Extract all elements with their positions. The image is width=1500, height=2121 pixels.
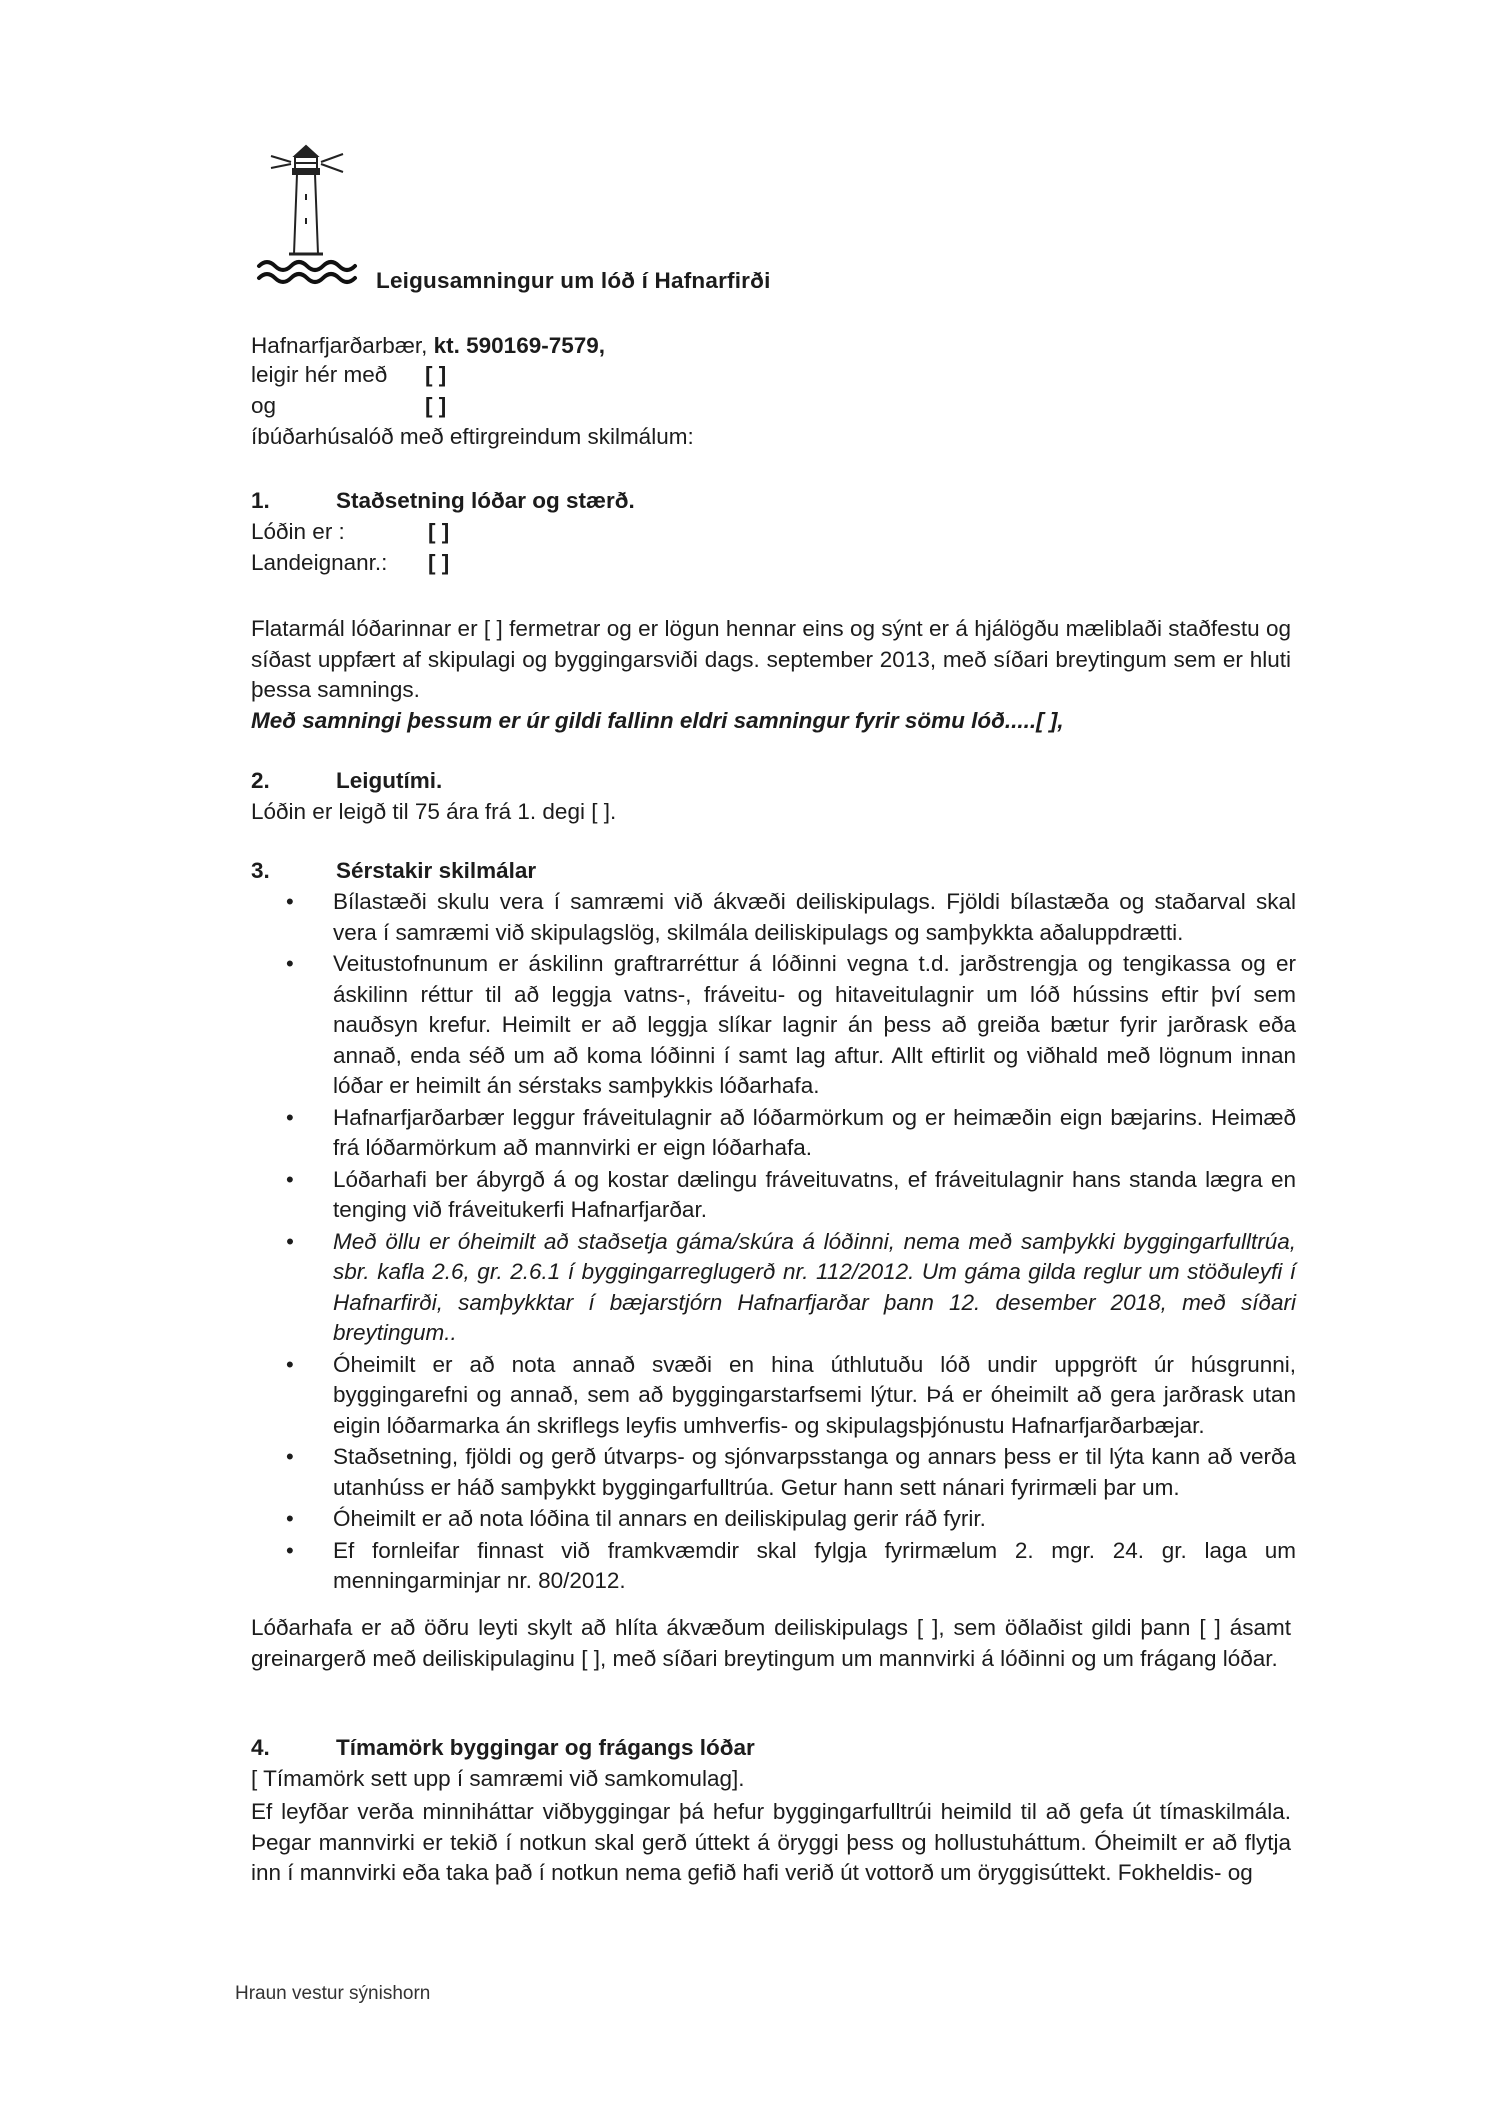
bullet-icon: • <box>286 1351 294 1377</box>
section-3-number: 3. <box>251 858 270 883</box>
landeign-value: [ ] <box>428 550 450 575</box>
lessee-label: leigir hér með <box>251 362 388 387</box>
section-1-number: 1. <box>251 488 270 513</box>
lease-term-text: Lóðin er leigð til 75 ára frá 1. degi [ ]. <box>251 799 617 824</box>
bullet-icon: • <box>286 1537 294 1563</box>
and-label: og <box>251 393 277 418</box>
lot-value: [ ] <box>428 519 450 544</box>
section-1-title: Staðsetning lóðar og stærð. <box>336 488 635 513</box>
bullet-icon: • <box>286 1166 294 1192</box>
landeign-label: Landeignanr.: <box>251 550 388 575</box>
bullet-icon: • <box>286 1506 294 1531</box>
list-item: • Veitustofnunum er áskilinn graftrarréttur á lóðinni vegna t.d. jarðstrengja og tengikassa og er áskilinn réttur til að leggja vatns-, fráveitu- og hitaveitulagnir um lóð hússins eftir því sem nauðsyn krefur. Heimilt er að leggja slíkar lagnir án þess að greiða bætur fyrir jarðrask eða annað, enda séð um að koma lóðinni í samt lag aftur. Allt eftirlit og viðhald með lögnum innan lóðar er heimilt án sérstaks samþykkis lóðarhafa. <box>286 951 1296 1098</box>
list-item: • Með öllu er óheimilt að staðsetja gáma/skúra á lóðinni, nema með samþykki byggingarfulltrúa, sbr. kafla 2.6, gr. 2.6.1 í byggingarreglugerð nr. 112/2012. Um gáma gilda reglur um stöðuleyfi í Hafnarfirði, samþykktar í bæjarstjórn Hafnarfjarðar þann 12. desember 2018, með síðari breytingum.. <box>286 1228 1296 1345</box>
section-2-number: 2. <box>251 768 270 793</box>
section-2-title: Leigutími. <box>336 768 443 793</box>
list-item: • Lóðarhafi ber ábyrgð á og kostar dælingu fráveituvatns, ef fráveitulagnir hans standa lægra en tenging við fráveitukerfi Hafnarfjarðar. <box>286 1166 1296 1222</box>
document-title: Leigusamningur um lóð í Hafnarfirði <box>376 268 771 293</box>
lighthouse-logo-icon <box>251 142 361 292</box>
and-value: [ ] <box>425 393 447 418</box>
section-3-title: Sérstakir skilmálar <box>336 858 537 883</box>
timeline-paragraph: Ef leyfðar verða minniháttar viðbyggingar þá hefur byggingarfulltrúi heimild til að gefa út tímaskilmála. Þegar mannvirki er tekið í notkun skal gerð úttekt á öryggi þess og hollustuháttum. Óheimilt er að flytja inn í mannvirki eða taka það í notkun nema gefið hafi verið út vottorð um öryggisúttekt. Fokheldis- og <box>251 1799 1291 1885</box>
section-4-title: Tímamörk byggingar og frágangs lóðar <box>336 1735 755 1760</box>
list-item: • Óheimilt er að nota annað svæði en hina úthlutuðu lóð undir uppgröft úr húsgrunni, byggingarefni og annað, sem að byggingarstarfsemi lýtur. Þá er óheimilt að gera jarðrask utan eigin lóðarmarka án skriflegs leyfis umhverfis- og skipulagsþjónustu Hafnarfjarðarbæjar. <box>286 1351 1296 1438</box>
timeline-line: [ Tímamörk sett upp í samræmi við samkomulag]. <box>251 1766 745 1791</box>
bullet-icon: • <box>286 951 294 976</box>
lessor-line <box>251 331 605 361</box>
section-4-number: 4. <box>251 1735 270 1760</box>
replaces-paragraph: Með samningi þessum er úr gildi fallinn eldri samningur fyrir sömu lóð.....[ ], <box>251 708 1064 733</box>
list-item: • Hafnarfjarðarbær leggur fráveitulagnir að lóðarmörkum og er heimæðin eign bæjarins. Heimæð frá lóðarmörkum að mannvirki er eign lóðarhafa. <box>286 1104 1296 1160</box>
lessor-kt-label: kt. <box>433 333 460 358</box>
list-item: • Óheimilt er að nota lóðina til annars en deiliskipulag gerir ráð fyrir. <box>251 1504 1296 1535</box>
terms-list <box>251 887 1296 1598</box>
lessor-kt: 590169-7579, <box>466 333 606 358</box>
lessor-name: Hafnarfjarðarbær, <box>251 333 428 358</box>
area-paragraph: Flatarmál lóðarinnar er [ ] fermetrar og er lögun hennar eins og sýnt er á hjálögðu mæliblaði staðfestu og síðast uppfært af skipulagi og byggingarsviði dags. september 2013, með síðari breytingum sem er hluti þessa samnings. <box>251 616 1291 702</box>
list-item: • Ef fornleifar finnast við framkvæmdir skal fylgja fyrirmælum 2. mgr. 24. gr. laga um menningarminjar nr. 80/2012. <box>286 1537 1296 1593</box>
bullet-icon: • <box>286 1444 294 1469</box>
lessee-value: [ ] <box>425 362 447 387</box>
bullet-icon: • <box>286 1104 294 1130</box>
closing-paragraph: Lóðarhafa er að öðru leyti skylt að hlíta ákvæðum deiliskipulags [ ], sem öðlaðist gildi þann [ ] ásamt greinargerð með deiliskipulaginu [ ], með síðari breytingum um mannvirki á lóðinni og um frágang lóðar. <box>251 1615 1291 1671</box>
bullet-icon: • <box>286 889 294 914</box>
purpose-line: íbúðarhúsalóð með eftirgreindum skilmálum: <box>251 424 694 449</box>
list-item: • Staðsetning, fjöldi og gerð útvarps- og sjónvarpsstanga og annars þess er til lýta kann að verða utanhúss er háð samþykkt byggingarfulltrúa. Getur hann sett nánari fyrirmæli þar um. <box>286 1444 1296 1500</box>
lot-label: Lóðin er : <box>251 519 345 544</box>
bullet-icon: • <box>286 1228 294 1254</box>
footer-text: Hraun vestur sýnishorn <box>235 1983 431 2004</box>
list-item: • Bílastæði skulu vera í samræmi við ákvæði deiliskipulags. Fjöldi bílastæða og staðarval skal vera í samræmi við skipulagslög, skilmála deiliskipulags og samþykkta aðaluppdrætti. <box>286 889 1296 945</box>
